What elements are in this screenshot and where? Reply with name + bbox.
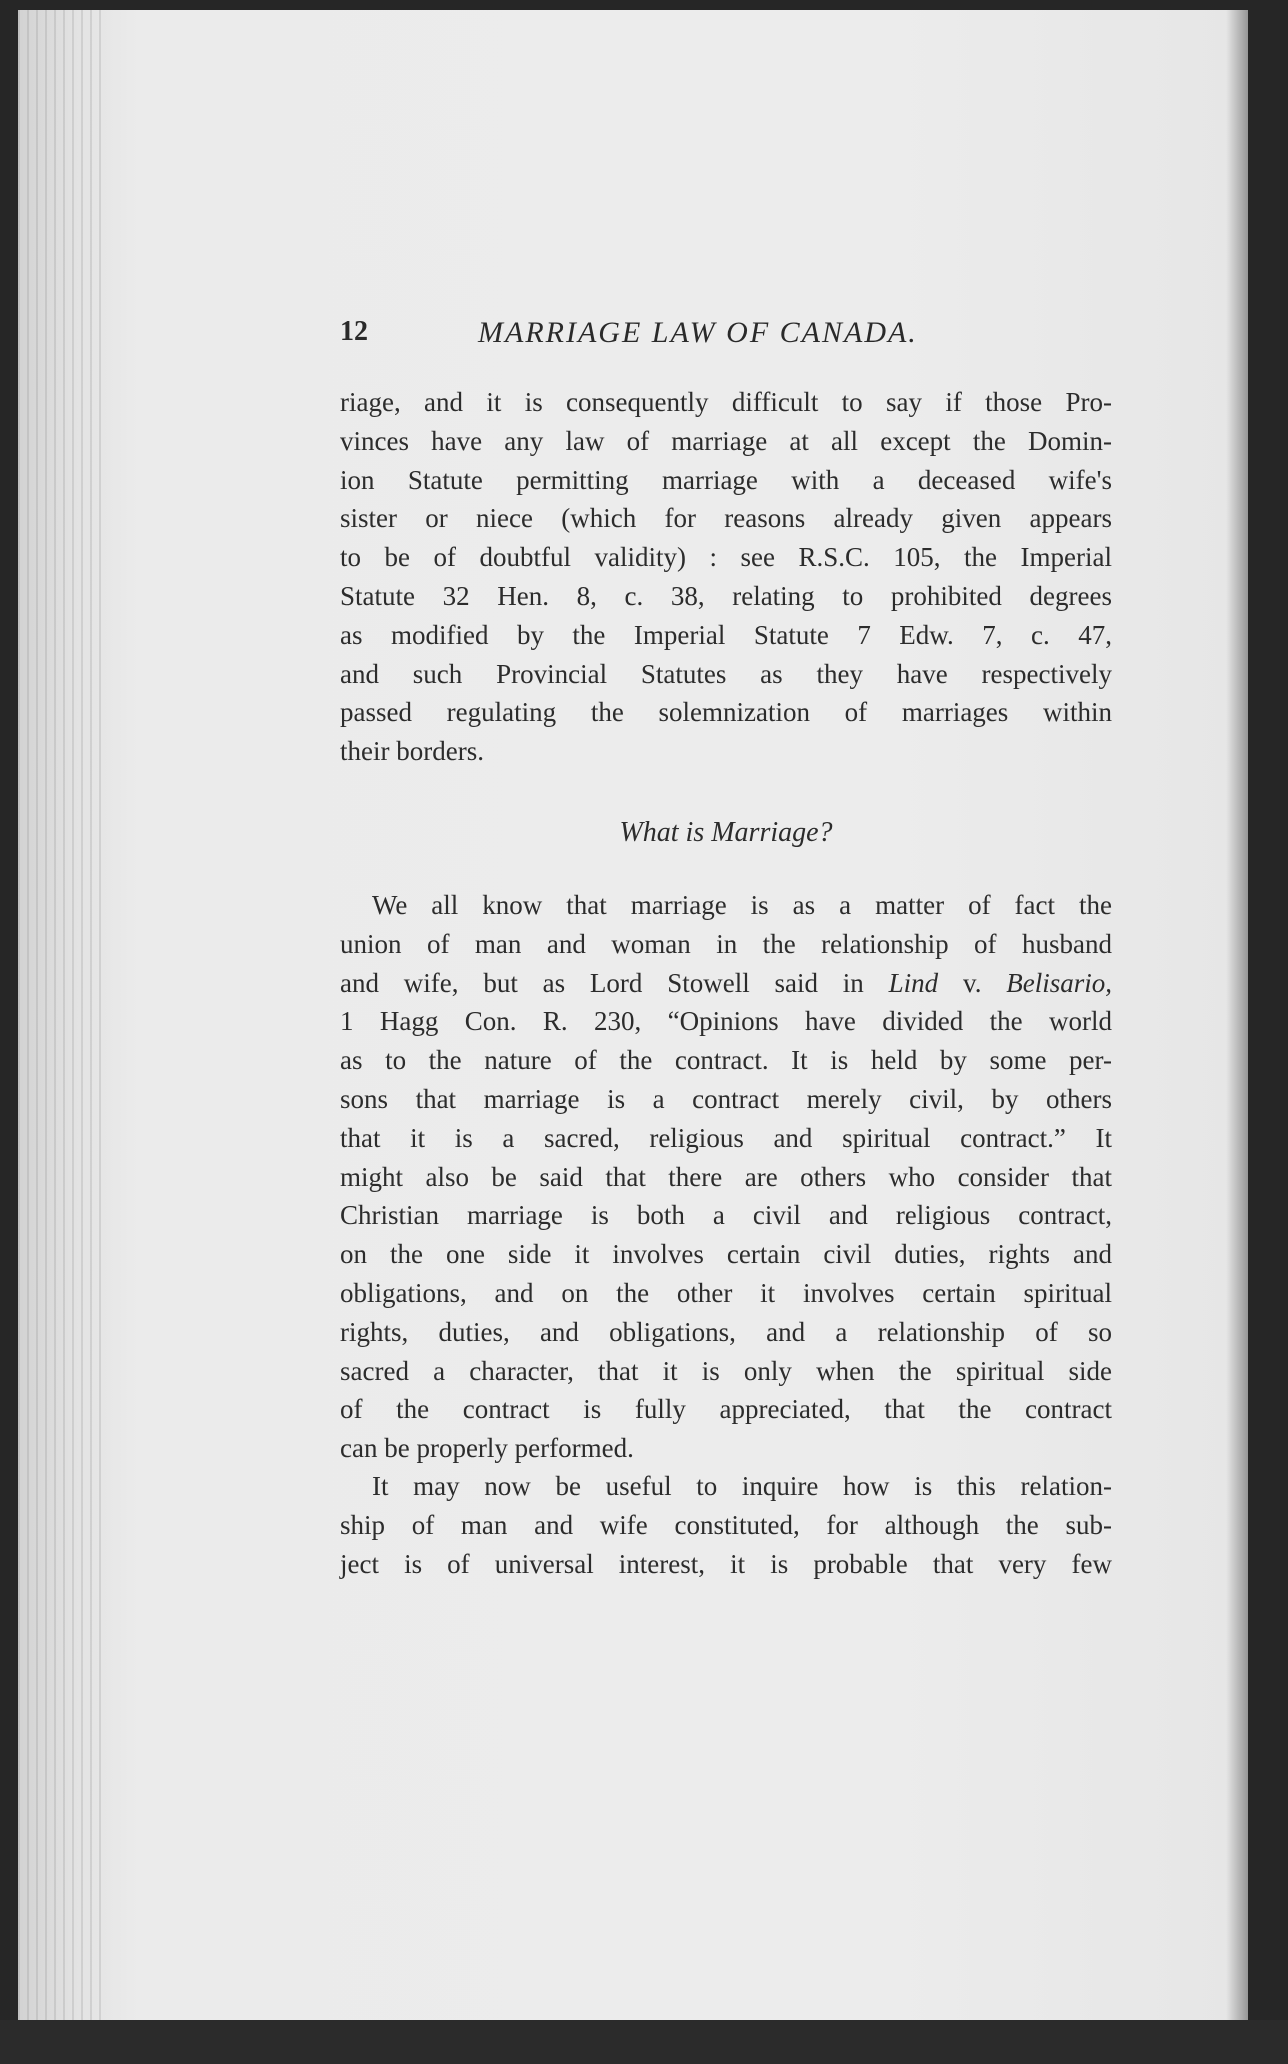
text-line: of the contract is fully appreciated, that the contract: [340, 1394, 1112, 1425]
text-line: 1 Hagg Con. R. 230, “Opinions have divided the world: [340, 1006, 1112, 1037]
text-line: Statute 32 Hen. 8, c. 38, relating to prohibited degrees: [340, 580, 1112, 611]
text-line: and wife, but as Lord Stowell said in Lind v. Belisario,: [340, 967, 1112, 998]
text-line: It may now be useful to inquire how is this relation-: [372, 1471, 1112, 1501]
text-line: We all know that marriage is as a matter of fact the: [372, 890, 1112, 920]
text-line: passed regulating the solemnization of marriages within: [340, 697, 1112, 728]
text-line: riage, and it is consequently difficult to say if those Pro-: [340, 387, 1112, 417]
text-line: vinces have any law of marriage at all except the Domin-: [340, 425, 1112, 456]
text-line: on the one side it involves certain civil duties, rights and: [340, 1239, 1112, 1270]
text-line: and such Provincial Statutes as they have respectively: [340, 658, 1112, 689]
text-line: ject is of universal interest, it is probable that very few: [340, 1548, 1112, 1579]
text-line: ion Statute permitting marriage with a deceased wife's: [340, 464, 1112, 495]
text-line: can be properly performed.: [340, 1433, 634, 1464]
text-line: obligations, and on the other it involves certain spiritual: [340, 1277, 1112, 1308]
running-title: MARRIAGE LAW OF CANADA.: [478, 316, 918, 349]
text-line: their borders.: [340, 736, 484, 767]
scan-background-strip: [0, 2020, 1288, 2064]
page-number: 12: [340, 316, 368, 347]
section-heading: What is Marriage?: [619, 817, 833, 848]
text-line: ship of man and wife constituted, for although the sub-: [340, 1509, 1112, 1540]
text-line: sister or niece (which for reasons already given appears: [340, 503, 1112, 534]
text-line: as modified by the Imperial Statute 7 Edw. 7, c. 47,: [340, 619, 1112, 650]
text-line: rights, duties, and obligations, and a relationship of so: [340, 1316, 1112, 1347]
paragraph-1: [340, 383, 1112, 771]
running-header: [340, 316, 1110, 356]
text-line: to be of doubtful validity) : see R.S.C. 105, the Imperial: [340, 542, 1112, 573]
text-line: Christian marriage is both a civil and religious contract,: [340, 1200, 1112, 1231]
page-edge-stack: [18, 10, 108, 2020]
text-line: sons that marriage is a contract merely civil, by others: [340, 1083, 1112, 1114]
text-line: might also be said that there are others who consider that: [340, 1161, 1112, 1192]
page-gutter-shadow: [1226, 10, 1248, 2020]
text-line: union of man and woman in the relationship of husband: [340, 928, 1112, 959]
text-line: that it is a sacred, religious and spiritual contract.” It: [340, 1122, 1112, 1153]
paragraph-2: [340, 886, 1112, 1468]
text-line: as to the nature of the contract. It is held by some per-: [340, 1045, 1112, 1076]
text-line: sacred a character, that it is only when the spiritual side: [340, 1355, 1112, 1386]
paragraph-3: [340, 1467, 1112, 1583]
